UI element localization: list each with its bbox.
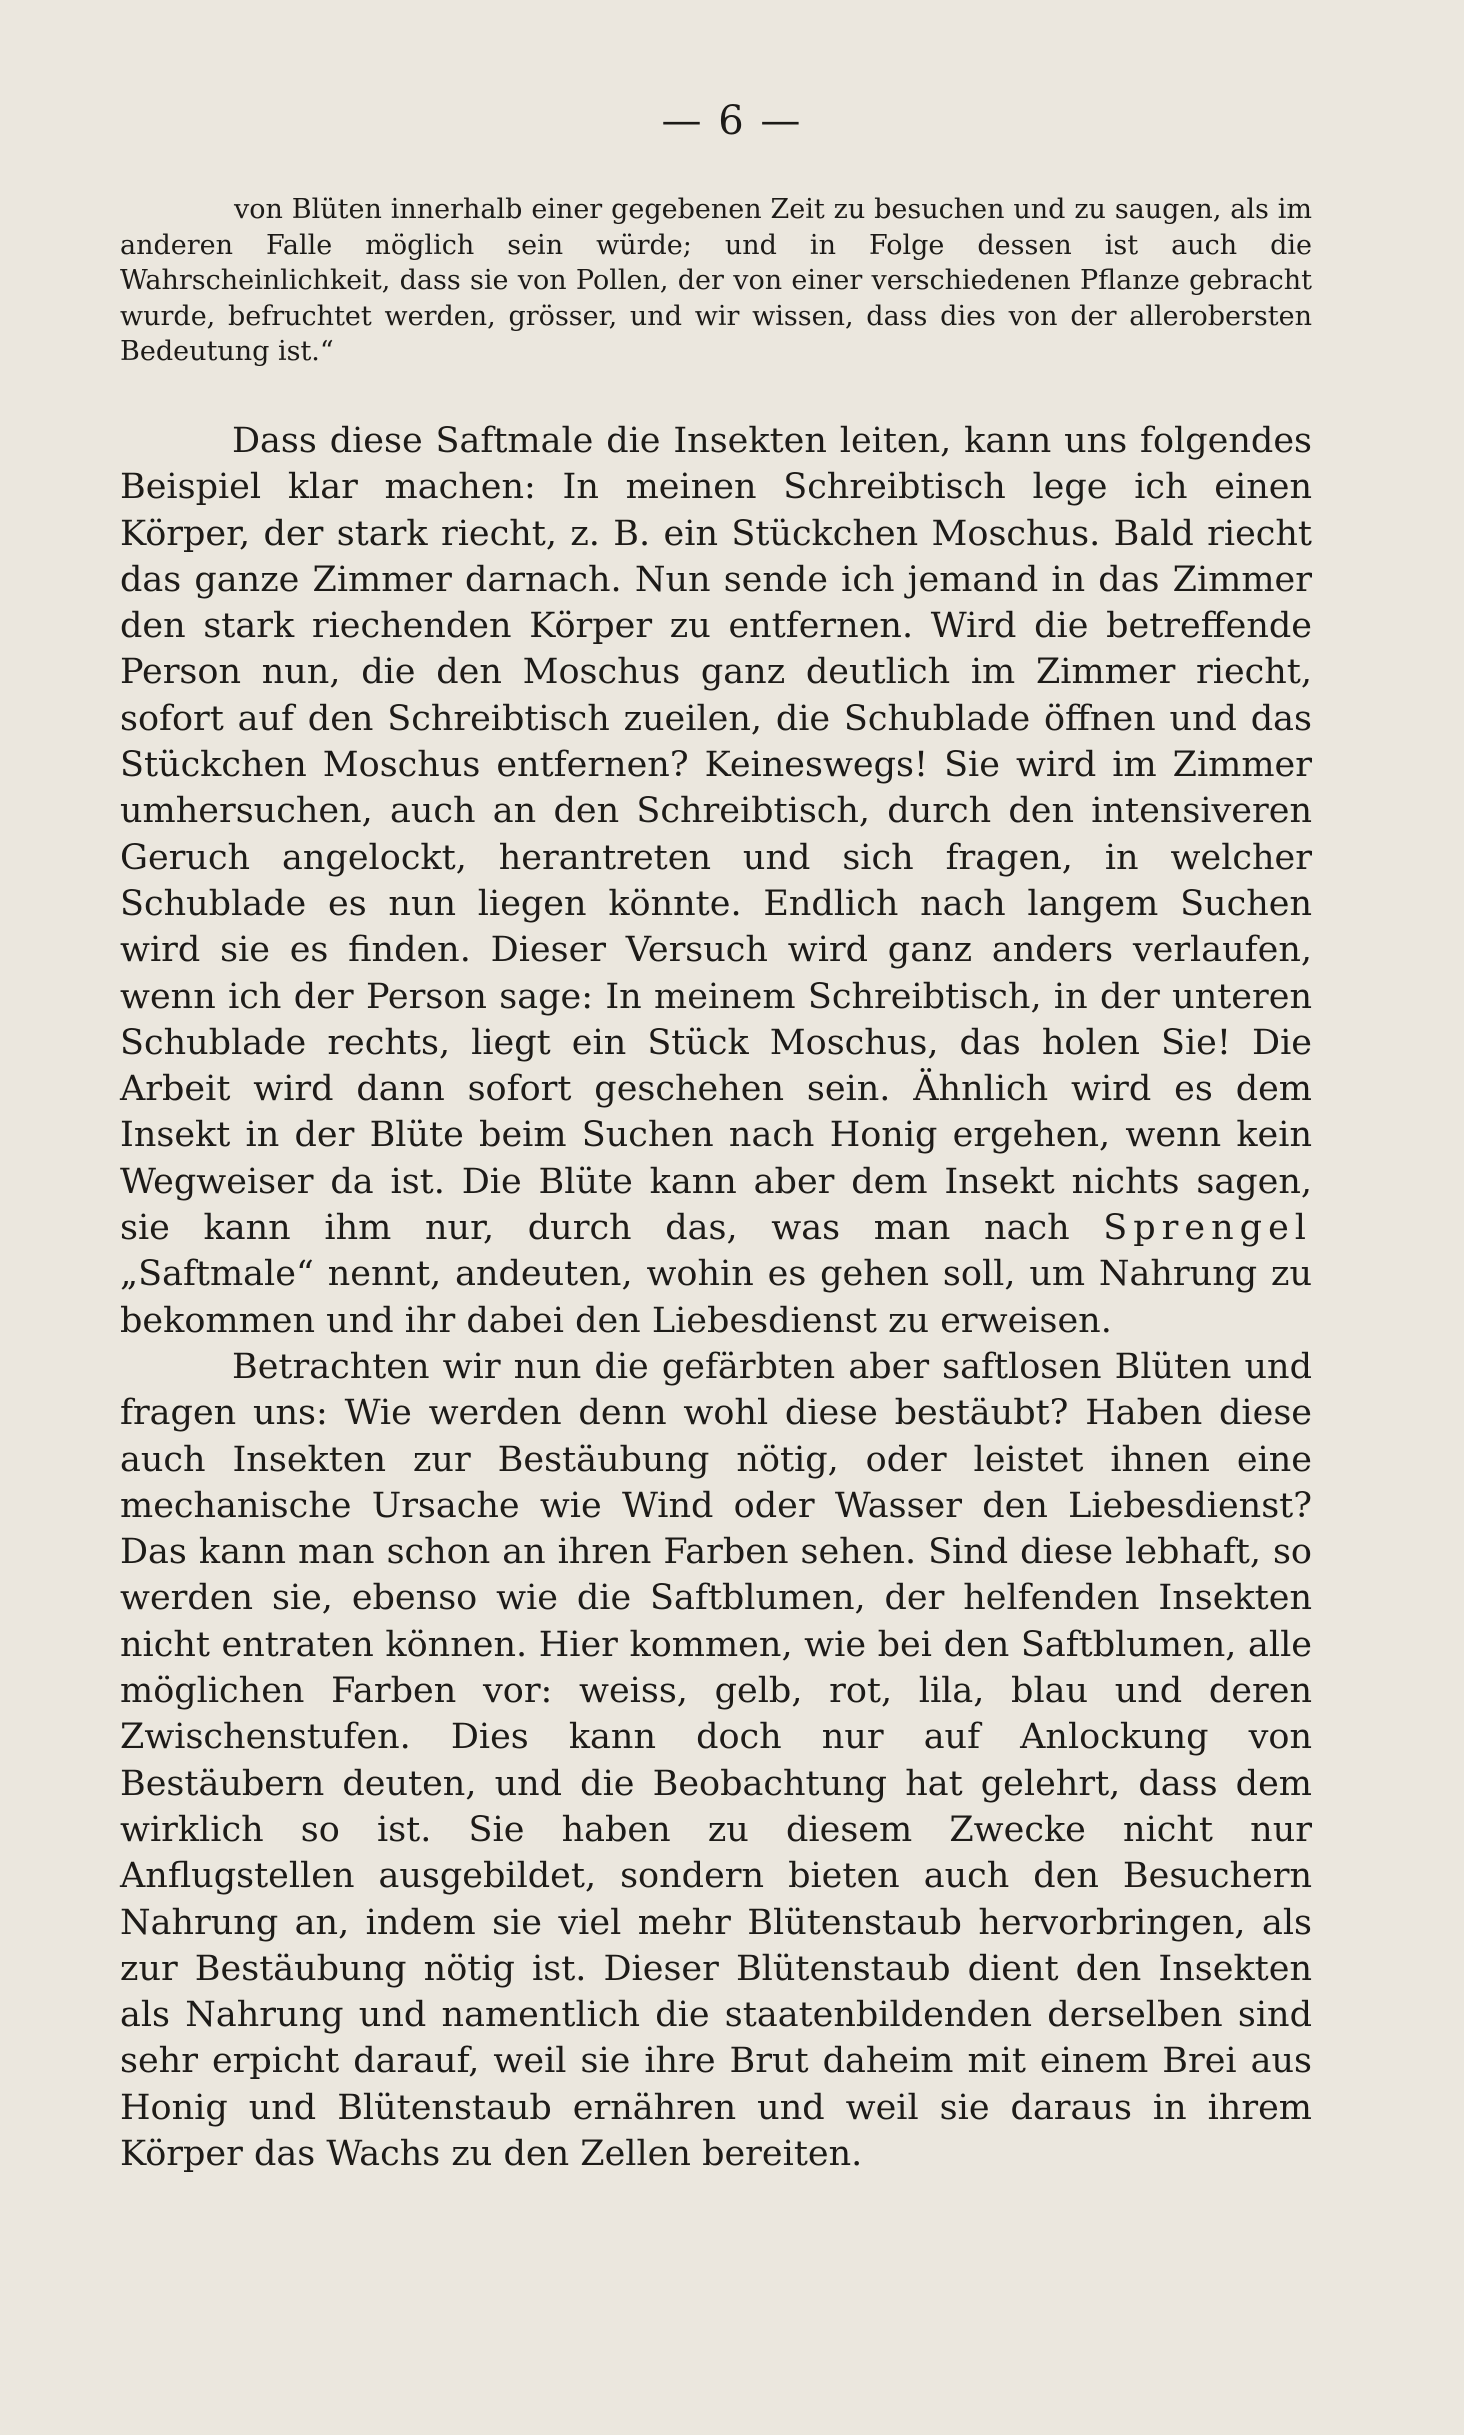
paragraph-saftmale-end: „Saftmale“ nennt, andeuten, wohin es gehen soll, um Nahrung zu bekommen und ihr dabei den Liebesdienst zu erweisen.	[120, 1254, 1312, 1341]
page-number: — 6 —	[661, 98, 803, 144]
paragraph-saftlose-blueten: Betrachten wir nun die gefärbten aber saftlosen Blüten und fragen uns: Wie werden denn wohl diese bestäubt? Haben diese auch Insekten zur Bestäubung nötig, oder leistet ihnen eine mechanische Ursache wie Wind oder Wasser den Liebesdienst? Das kann man schon an ihren Farben sehen. Sind diese lebhaft, so werden sie, ebenso wie die Saftblumen, der helfenden Insekten nicht entraten können. Hier kommen, wie bei den Saftblumen, alle möglichen Farben vor: weiss, gelb, rot, lila, blau und deren Zwischenstufen. Dies kann doch nur auf Anlockung von Bestäubern deuten, und die Beobachtung hat gelehrt, dass dem wirklich so ist. Sie haben zu diesem Zwecke nicht nur Anflugstellen ausgebildet, sondern bieten auch den Besuchern Nahrung an, indem sie viel mehr Blütenstaub hervorbringen, als zur Bestäubung nötig ist. Dieser Blütenstaub dient den Insekten als Nahrung und namentlich die staatenbildenden derselben sind sehr erpicht darauf, weil sie ihre Brut daheim mit einem Brei aus Honig und Blütenstaub ernähren und weil sie daraus in ihrem Körper das Wachs zu den Zellen bereiten.	[120, 1346, 1312, 2174]
paragraph-saftmale-text: Dass diese Saftmale die Insekten leiten, kann uns folgendes Beispiel klar machen: In meinen Schreibtisch lege ich einen Körper, der stark riecht, z. B. ein Stückchen Moschus. Bald riecht das ganze Zimmer darnach. Nun sende ich jemand in das Zimmer den stark riechenden Körper zu entfernen. Wird die betreffende Person nun, die den Moschus ganz deutlich im Zimmer riecht, sofort auf den Schreibtisch zueilen, die Schublade öffnen und das Stückchen Moschus entfernen? Keineswegs! Sie wird im Zimmer umhersuchen, auch an den Schreibtisch, durch den intensiveren Geruch angelockt, herantreten und sich fragen, in welcher Schublade es nun liegen könnte. Endlich nach langem Suchen wird sie es finden. Dieser Versuch wird ganz anders verlaufen, wenn ich der Person sage: In meinem Schreibtisch, in der unteren Schublade rechts, liegt ein Stück Moschus, das holen Sie! Die Arbeit wird dann sofort geschehen sein. Ähnlich wird es dem Insekt in der Blüte beim Suchen nach Honig ergehen, wenn kein Wegweiser da ist. Die Blüte kann aber dem Insekt nichts sagen, sie kann ihm nur, durch das, was man nach	[120, 421, 1312, 1249]
main-text	[120, 418, 1312, 2177]
quotation-text: von Blüten innerhalb einer gegebenen Zeit zu besuchen und zu saugen, als im anderen Falle möglich sein würde; und in Folge dessen ist auch die Wahrscheinlichkeit, dass sie von Pollen, der von einer verschiedenen Pflanze gebracht wurde, befruchtet werden, grösser, und wir wissen, dass dies von der allerobersten Bedeutung ist.“	[120, 194, 1312, 367]
paragraph-saftmale	[120, 418, 1312, 1344]
author-name-sprengel: Sprengel	[1103, 1208, 1312, 1249]
quotation-block	[120, 192, 1312, 370]
